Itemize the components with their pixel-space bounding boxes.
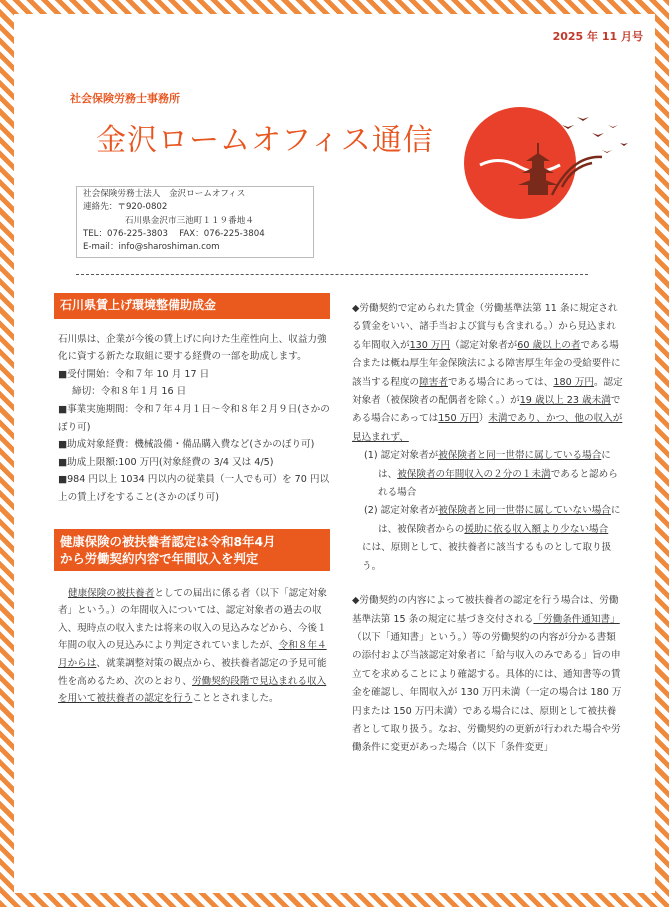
text: こととされました。: [192, 693, 279, 705]
subsidy-expenses: ■助成対象経費：機械設備・備品購入費など(さかのぼり可): [58, 439, 315, 451]
text-underlined: 60 歳以上の者: [517, 339, 581, 351]
section-heading-dependents: [54, 529, 330, 571]
condition-1: [352, 447, 624, 502]
contact-postal: 連絡先：〒920-0802: [83, 202, 168, 213]
subsidy-start: ■受付開始：令和７年 10 月 17 日: [58, 368, 210, 380]
text-underlined: 被保険者と同一世帯に属していない場合: [438, 505, 611, 517]
contact-box: [76, 186, 314, 258]
text-underlined: 130 万円: [409, 339, 451, 351]
contact-email: E-mail：info@sharoshiman.com: [83, 242, 220, 253]
contact-address: 石川県金沢市三池町１１９番地４: [125, 215, 254, 226]
text-underlined: 未満であり、かつ、他の収入が見込まれず、: [352, 413, 623, 443]
text: （以下「通知書」という。）等の労働契約の内容が分かる書類の添付および当該認定対象者に「給与収入のみである」旨の申立てを求めることにより確認する。具体的には、通知書等の賃金を確認し、年間収入が 130 万円未満（一定の場合は 180 万円または 150 万円未満）である場合には、原則として被扶養者として取り扱う。なお、労働契約の更新が行われた場合や労働条件に変更があった場合（以下「条件変更」: [352, 631, 622, 754]
condition-2: [352, 502, 624, 539]
subsidy-period: ■事業実施期間：令和７年４月１日～令和８年２月９日(さかのぼり可): [58, 403, 330, 433]
sunset-pagoda-illustration: [462, 95, 637, 235]
text: である場合にあっては: [352, 395, 621, 425]
text: ◆労働契約の内容によって被扶養者の認定を行う場合は、労働基準法第 15 条の規定に基づき交付される: [352, 595, 619, 625]
text: であると認められる場合: [378, 468, 618, 499]
divider: [76, 274, 588, 275]
text-underlined: 援助に依る収入額より少ない場合: [464, 523, 609, 535]
heading-line-2: から労働契約内容で年間収入を判定: [60, 550, 259, 566]
heading-line-1: 健康保険の被扶養者認定は令和8年4月: [60, 533, 276, 549]
text-underlined: 被保険者の年間収入の２分の１未満: [397, 468, 551, 480]
text: である場合または概ね厚生年金保険法による障害厚生年金の受給要件に該当する程度の: [352, 339, 621, 388]
text: (1) 認定対象者が: [364, 450, 439, 462]
dependents-paragraph: [58, 585, 330, 708]
text: には、被保険者からの: [378, 505, 621, 535]
newsletter-title: 金沢ロームオフィス通信: [96, 123, 434, 158]
text: である場合にあっては、: [447, 376, 554, 388]
text-underlined: 150 万円: [438, 413, 479, 425]
text: には、: [378, 450, 611, 480]
issue-date: 2025 年 11 月号: [552, 30, 643, 43]
subsidy-limit: ■助成上限額:100 万円(対象経費の 3/4 又は 4/5): [58, 456, 274, 468]
text-underlined: 障害者: [419, 376, 448, 388]
contact-phone-fax: TEL：076-225-3803 FAX：076-225-3804: [83, 228, 265, 239]
text-underlined: 180 万円: [553, 376, 594, 388]
text-underlined: 19 歳以上 23 歳未満: [519, 395, 611, 407]
contract-content-paragraph: [352, 592, 624, 758]
text-underlined: 被保険者と同一世帯に属している場合: [438, 450, 602, 462]
text-underlined: 労働契約段階で見込まれる収入を用いて被扶養者の認定を行う: [58, 675, 327, 705]
contract-wage-conclusion: には、原則として、被扶養者に該当するものとして取り扱う。: [362, 542, 612, 572]
text-underlined: 令和８年４月からは: [58, 640, 327, 669]
text: としての届出に係る者（以下「認定対象者」という。）の年間収入については、認定対象者の過去の収入、現時点の収入または将来の収入の見込みなどから、今後１年間の収入の見込みにより判定されていましたが、: [58, 587, 328, 652]
left-column: [58, 293, 330, 708]
subsidy-wage-condition: ■984 円以上 1034 円以内の従業員（一人でも可）を 70 円以上の賃上げをすること(さかのぼり可): [58, 474, 330, 503]
contact-company: 社会保険労務士法人 金沢ロームオフィス: [83, 189, 246, 199]
text: （認定対象者が: [450, 339, 518, 351]
subsidy-intro: 石川県は、企業が今後の賃上げに向けた生産性向上、収益力強化に資する新たな取組に要する経費の一部を助成します。: [58, 333, 327, 363]
office-type-label: 社会保険労務士事務所: [70, 92, 180, 105]
text: 。認定対象者（被保険者の配偶者を除く。）が: [352, 376, 623, 407]
contract-wage-paragraph: [352, 300, 624, 447]
section-heading-subsidy: 石川県賃上げ環境整備助成金: [54, 293, 330, 319]
text: 、就業調整対策の観点から、被扶養者認定の予見可能性を高めるため、次のとおり、: [58, 657, 327, 687]
text-underlined: 「労働条件通知書」: [533, 613, 620, 625]
text: ）: [478, 413, 489, 425]
text: (2) 認定対象者が: [364, 505, 439, 517]
right-column: [352, 300, 624, 758]
text: ◆労働契約で定められた賃金（労働基準法第 11 条に規定される賃金をいい、諸手当および賞与も含まれる。）から見込まれる年間収入が: [352, 303, 618, 351]
subsidy-deadline: 締切：令和８年１月 16 日: [72, 386, 187, 398]
text-underlined: 健康保険の被扶養者: [68, 587, 155, 599]
